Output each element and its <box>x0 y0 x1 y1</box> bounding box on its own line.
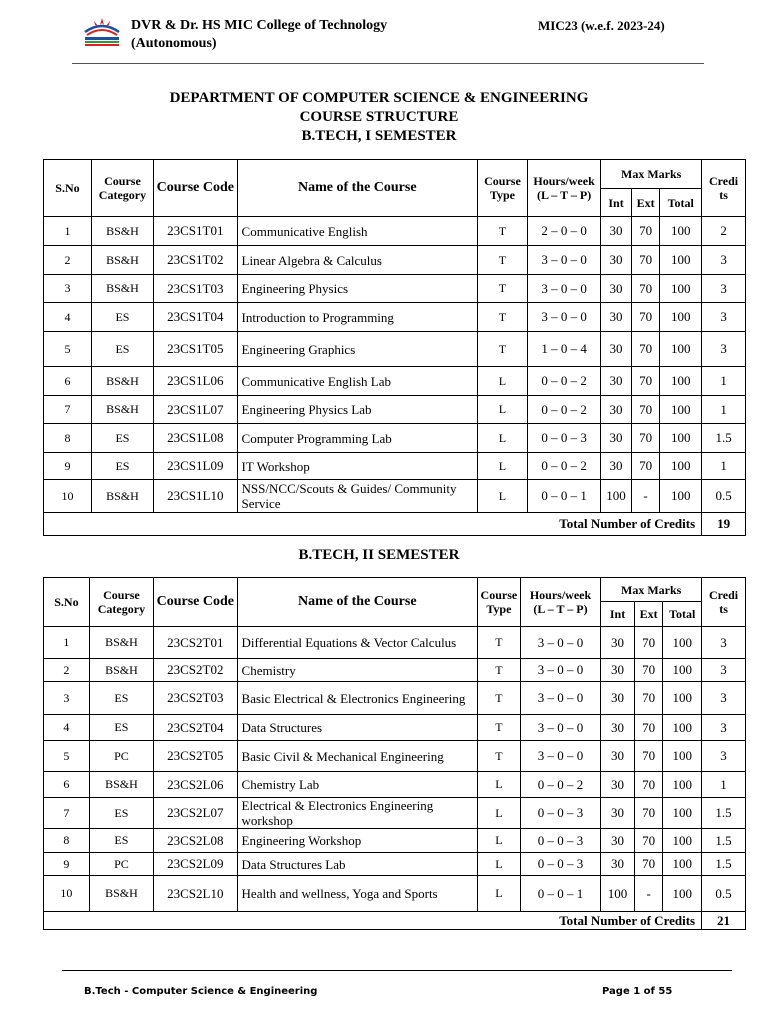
cell-ext: 70 <box>631 424 660 453</box>
cell-type: L <box>477 424 527 453</box>
cell-type: T <box>477 659 520 682</box>
table-row <box>44 303 746 332</box>
cell-code: 23CS2T01 <box>154 627 238 659</box>
cell-cat: PC <box>89 741 153 772</box>
cell-total: 100 <box>663 876 702 912</box>
cell-credits: 1 <box>702 772 746 798</box>
col-total: Total <box>660 189 702 217</box>
cell-ext: - <box>631 480 660 513</box>
cell-sno: 1 <box>44 627 90 659</box>
cell-name: Engineering Graphics <box>237 332 477 367</box>
cell-ext: 70 <box>634 715 663 741</box>
cell-name: Basic Civil & Mechanical Engineering <box>237 741 477 772</box>
cell-sno: 9 <box>44 853 90 876</box>
semester-2-rows <box>44 627 746 912</box>
cell-ext: 70 <box>631 396 660 424</box>
cell-int: 30 <box>601 424 632 453</box>
cell-sno: 5 <box>44 332 92 367</box>
table-row <box>44 829 746 853</box>
total-credits-label: Total Number of Credits <box>44 912 702 930</box>
autonomous-label: (Autonomous) <box>131 36 217 51</box>
table-row <box>44 682 746 715</box>
cell-hours: 3 – 0 – 0 <box>520 682 600 715</box>
cell-name: Data Structures <box>237 715 477 741</box>
cell-sno: 6 <box>44 367 92 396</box>
cell-total: 100 <box>660 275 702 303</box>
cell-cat: ES <box>91 303 153 332</box>
cell-int: 30 <box>601 659 635 682</box>
cell-hours: 3 – 0 – 0 <box>527 246 600 275</box>
table-row <box>44 853 746 876</box>
cell-name: Engineering Physics <box>237 275 477 303</box>
cell-sno: 4 <box>44 303 92 332</box>
cell-hours: 3 – 0 – 0 <box>520 715 600 741</box>
cell-type: T <box>477 275 527 303</box>
cell-hours: 3 – 0 – 0 <box>527 303 600 332</box>
cell-credits: 3 <box>702 715 746 741</box>
cell-total: 100 <box>663 829 702 853</box>
cell-name: NSS/NCC/Scouts & Guides/ Community Service <box>237 480 477 513</box>
cell-cat: BS&H <box>91 217 153 246</box>
cell-code: 23CS2T04 <box>154 715 238 741</box>
regulation-code: MIC23 (w.e.f. 2023-24) <box>538 18 665 33</box>
col-type: Course Type <box>477 578 520 627</box>
cell-code: 23CS2L06 <box>154 772 238 798</box>
cell-credits: 1 <box>702 367 746 396</box>
cell-code: 23CS2T05 <box>154 741 238 772</box>
cell-name: Engineering Physics Lab <box>237 396 477 424</box>
cell-code: 23CS1L06 <box>154 367 238 396</box>
cell-name: Engineering Workshop <box>237 829 477 853</box>
cell-hours: 0 – 0 – 2 <box>520 772 600 798</box>
cell-type: L <box>477 798 520 829</box>
cell-name: Linear Algebra & Calculus <box>237 246 477 275</box>
cell-sno: 10 <box>44 876 90 912</box>
cell-int: 30 <box>601 798 635 829</box>
cell-total: 100 <box>663 772 702 798</box>
cell-code: 23CS1L10 <box>154 480 238 513</box>
cell-sno: 5 <box>44 741 90 772</box>
cell-type: L <box>477 396 527 424</box>
cell-ext: 70 <box>634 682 663 715</box>
cell-cat: BS&H <box>89 876 153 912</box>
footer-divider <box>62 970 732 971</box>
table-row <box>44 772 746 798</box>
cell-code: 23CS1T01 <box>154 217 238 246</box>
cell-sno: 8 <box>44 424 92 453</box>
semester-1-rows <box>44 217 746 513</box>
semester-2-heading <box>0 546 768 565</box>
cell-ext: 70 <box>631 303 660 332</box>
cell-sno: 9 <box>44 453 92 480</box>
cell-sno: 1 <box>44 217 92 246</box>
cell-name: IT Workshop <box>237 453 477 480</box>
cell-hours: 3 – 0 – 0 <box>520 627 600 659</box>
cell-int: 30 <box>601 741 635 772</box>
cell-total: 100 <box>660 367 702 396</box>
cell-total: 100 <box>663 715 702 741</box>
cell-int: 30 <box>601 627 635 659</box>
col-credits: Credi ts <box>702 160 746 217</box>
cell-total: 100 <box>660 480 702 513</box>
footer-program: B.Tech - Computer Science & Engineering <box>84 986 318 997</box>
cell-type: L <box>477 876 520 912</box>
cell-code: 23CS1T02 <box>154 246 238 275</box>
cell-cat: ES <box>91 453 153 480</box>
cell-hours: 0 – 0 – 1 <box>520 876 600 912</box>
cell-ext: 70 <box>634 829 663 853</box>
cell-type: T <box>477 682 520 715</box>
cell-code: 23CS2L07 <box>154 798 238 829</box>
cell-int: 30 <box>601 332 632 367</box>
cell-cat: BS&H <box>91 246 153 275</box>
cell-sno: 3 <box>44 275 92 303</box>
cell-cat: BS&H <box>91 480 153 513</box>
table-row <box>44 332 746 367</box>
semester-1-total-row <box>44 513 746 536</box>
cell-int: 30 <box>601 217 632 246</box>
cell-cat: ES <box>89 798 153 829</box>
table-row <box>44 217 746 246</box>
cell-hours: 0 – 0 – 2 <box>527 396 600 424</box>
col-ext: Ext <box>631 189 660 217</box>
col-credits: Credi ts <box>702 578 746 627</box>
cell-total: 100 <box>663 741 702 772</box>
cell-cat: ES <box>89 715 153 741</box>
cell-int: 30 <box>601 829 635 853</box>
cell-credits: 3 <box>702 303 746 332</box>
cell-cat: ES <box>89 829 153 853</box>
cell-type: T <box>477 715 520 741</box>
table-row <box>44 453 746 480</box>
cell-hours: 3 – 0 – 0 <box>520 741 600 772</box>
cell-name: Health and wellness, Yoga and Sports <box>237 876 477 912</box>
cell-code: 23CS1L08 <box>154 424 238 453</box>
col-max-marks: Max Marks <box>601 160 702 189</box>
cell-credits: 3 <box>702 682 746 715</box>
table-row <box>44 480 746 513</box>
cell-cat: ES <box>89 682 153 715</box>
cell-cat: BS&H <box>89 659 153 682</box>
cell-credits: 0.5 <box>702 876 746 912</box>
col-max-marks: Max Marks <box>601 578 702 602</box>
department-title: DEPARTMENT OF COMPUTER SCIENCE & ENGINEERING <box>169 90 589 106</box>
cell-int: 30 <box>601 453 632 480</box>
cell-code: 23CS1L09 <box>154 453 238 480</box>
cell-hours: 0 – 0 – 3 <box>520 853 600 876</box>
cell-credits: 3 <box>702 741 746 772</box>
cell-type: T <box>477 627 520 659</box>
col-total: Total <box>663 602 702 627</box>
cell-cat: BS&H <box>91 275 153 303</box>
col-int: Int <box>601 189 632 217</box>
cell-credits: 3 <box>702 627 746 659</box>
cell-total: 100 <box>663 627 702 659</box>
cell-total: 100 <box>660 424 702 453</box>
cell-int: 30 <box>601 682 635 715</box>
col-category: Course Category <box>91 160 153 217</box>
cell-ext: 70 <box>634 853 663 876</box>
cell-code: 23CS1T04 <box>154 303 238 332</box>
cell-cat: BS&H <box>89 772 153 798</box>
col-sno: S.No <box>44 160 92 217</box>
cell-code: 23CS2T02 <box>154 659 238 682</box>
college-header <box>131 17 387 53</box>
cell-ext: 70 <box>634 772 663 798</box>
table-row <box>44 367 746 396</box>
cell-name: Data Structures Lab <box>237 853 477 876</box>
cell-hours: 0 – 0 – 2 <box>527 367 600 396</box>
cell-ext: 70 <box>634 741 663 772</box>
footer-page-number: Page 1 of 55 <box>602 986 673 997</box>
cell-hours: 0 – 0 – 3 <box>520 798 600 829</box>
cell-name: Chemistry Lab <box>237 772 477 798</box>
cell-type: L <box>477 367 527 396</box>
header-divider <box>72 63 704 64</box>
cell-hours: 0 – 0 – 3 <box>520 829 600 853</box>
cell-total: 100 <box>660 332 702 367</box>
cell-credits: 1.5 <box>702 853 746 876</box>
col-sno: S.No <box>44 578 90 627</box>
cell-sno: 2 <box>44 246 92 275</box>
cell-credits: 3 <box>702 275 746 303</box>
cell-type: L <box>477 480 527 513</box>
cell-code: 23CS2L08 <box>154 829 238 853</box>
cell-credits: 3 <box>702 659 746 682</box>
cell-credits: 1.5 <box>702 424 746 453</box>
cell-int: 30 <box>601 303 632 332</box>
cell-hours: 0 – 0 – 1 <box>527 480 600 513</box>
col-category: Course Category <box>89 578 153 627</box>
cell-hours: 0 – 0 – 3 <box>527 424 600 453</box>
cell-cat: PC <box>89 853 153 876</box>
semester-1-table <box>43 159 746 536</box>
cell-sno: 3 <box>44 682 90 715</box>
cell-ext: 70 <box>634 659 663 682</box>
table-row <box>44 741 746 772</box>
semester-2-total-row <box>44 912 746 930</box>
col-name: Name of the Course <box>237 160 477 217</box>
cell-ext: 70 <box>631 217 660 246</box>
cell-int: 30 <box>601 367 632 396</box>
cell-type: L <box>477 829 520 853</box>
cell-ext: 70 <box>631 453 660 480</box>
cell-name: Electrical & Electronics Engineering workshop <box>237 798 477 829</box>
cell-type: L <box>477 853 520 876</box>
cell-total: 100 <box>663 659 702 682</box>
cell-ext: 70 <box>631 246 660 275</box>
total-credits-label: Total Number of Credits <box>44 513 702 536</box>
cell-name: Basic Electrical & Electronics Engineering <box>237 682 477 715</box>
cell-code: 23CS2L10 <box>154 876 238 912</box>
col-type: Course Type <box>477 160 527 217</box>
cell-code: 23CS2T03 <box>154 682 238 715</box>
cell-credits: 1 <box>702 396 746 424</box>
cell-int: 30 <box>601 396 632 424</box>
table-row <box>44 659 746 682</box>
col-code: Course Code <box>154 578 238 627</box>
cell-credits: 3 <box>702 332 746 367</box>
cell-name: Chemistry <box>237 659 477 682</box>
semester-1-title: B.TECH, I SEMESTER <box>301 128 457 144</box>
cell-cat: BS&H <box>91 367 153 396</box>
cell-credits: 3 <box>702 246 746 275</box>
table-row <box>44 715 746 741</box>
cell-hours: 1 – 0 – 4 <box>527 332 600 367</box>
cell-total: 100 <box>660 303 702 332</box>
cell-total: 100 <box>663 853 702 876</box>
col-ext: Ext <box>634 602 663 627</box>
cell-sno: 2 <box>44 659 90 682</box>
cell-hours: 2 – 0 – 0 <box>527 217 600 246</box>
college-name: DVR & Dr. HS MIC College of Technology <box>131 18 388 33</box>
cell-hours: 3 – 0 – 0 <box>527 275 600 303</box>
cell-credits: 0.5 <box>702 480 746 513</box>
cell-credits: 1.5 <box>702 798 746 829</box>
cell-total: 100 <box>660 217 702 246</box>
cell-name: Introduction to Programming <box>237 303 477 332</box>
cell-type: L <box>477 772 520 798</box>
cell-ext: 70 <box>631 275 660 303</box>
cell-sno: 6 <box>44 772 90 798</box>
table-row <box>44 876 746 912</box>
cell-cat: BS&H <box>89 627 153 659</box>
cell-type: T <box>477 332 527 367</box>
cell-name: Communicative English <box>237 217 477 246</box>
cell-ext: - <box>634 876 663 912</box>
cell-sno: 7 <box>44 396 92 424</box>
cell-ext: 70 <box>631 367 660 396</box>
structure-title: COURSE STRUCTURE <box>299 109 459 125</box>
cell-name: Computer Programming Lab <box>237 424 477 453</box>
cell-credits: 1 <box>702 453 746 480</box>
col-hours: Hours/week (L – T – P) <box>520 578 600 627</box>
cell-hours: 3 – 0 – 0 <box>520 659 600 682</box>
cell-sno: 7 <box>44 798 90 829</box>
table-row <box>44 424 746 453</box>
semester-2-table <box>43 577 746 930</box>
cell-total: 100 <box>663 682 702 715</box>
table-row <box>44 627 746 659</box>
table-row <box>44 396 746 424</box>
col-int: Int <box>601 602 635 627</box>
cell-code: 23CS1T05 <box>154 332 238 367</box>
cell-code: 23CS1T03 <box>154 275 238 303</box>
total-credits-value: 19 <box>702 513 746 536</box>
cell-type: L <box>477 453 527 480</box>
total-credits-value: 21 <box>702 912 746 930</box>
cell-code: 23CS2L09 <box>154 853 238 876</box>
cell-credits: 1.5 <box>702 829 746 853</box>
page-titles <box>0 89 768 146</box>
cell-ext: 70 <box>631 332 660 367</box>
cell-type: T <box>477 246 527 275</box>
cell-sno: 8 <box>44 829 90 853</box>
cell-cat: BS&H <box>91 396 153 424</box>
cell-int: 30 <box>601 853 635 876</box>
col-hours: Hours/week (L – T – P) <box>527 160 600 217</box>
cell-type: T <box>477 217 527 246</box>
cell-cat: ES <box>91 332 153 367</box>
cell-total: 100 <box>660 246 702 275</box>
cell-type: T <box>477 303 527 332</box>
table-row <box>44 798 746 829</box>
cell-name: Differential Equations & Vector Calculus <box>237 627 477 659</box>
cell-int: 100 <box>601 876 635 912</box>
cell-code: 23CS1L07 <box>154 396 238 424</box>
college-logo-icon <box>81 16 123 48</box>
col-code: Course Code <box>154 160 238 217</box>
cell-int: 30 <box>601 772 635 798</box>
cell-total: 100 <box>660 453 702 480</box>
cell-int: 100 <box>601 480 632 513</box>
cell-total: 100 <box>663 798 702 829</box>
cell-ext: 70 <box>634 627 663 659</box>
cell-ext: 70 <box>634 798 663 829</box>
semester-2-title: B.TECH, II SEMESTER <box>298 547 460 563</box>
table-row <box>44 275 746 303</box>
cell-sno: 10 <box>44 480 92 513</box>
col-name: Name of the Course <box>237 578 477 627</box>
cell-sno: 4 <box>44 715 90 741</box>
table-row <box>44 246 746 275</box>
cell-total: 100 <box>660 396 702 424</box>
cell-int: 30 <box>601 246 632 275</box>
cell-type: T <box>477 741 520 772</box>
cell-hours: 0 – 0 – 2 <box>527 453 600 480</box>
cell-int: 30 <box>601 275 632 303</box>
cell-name: Communicative English Lab <box>237 367 477 396</box>
cell-credits: 2 <box>702 217 746 246</box>
cell-cat: ES <box>91 424 153 453</box>
cell-int: 30 <box>601 715 635 741</box>
